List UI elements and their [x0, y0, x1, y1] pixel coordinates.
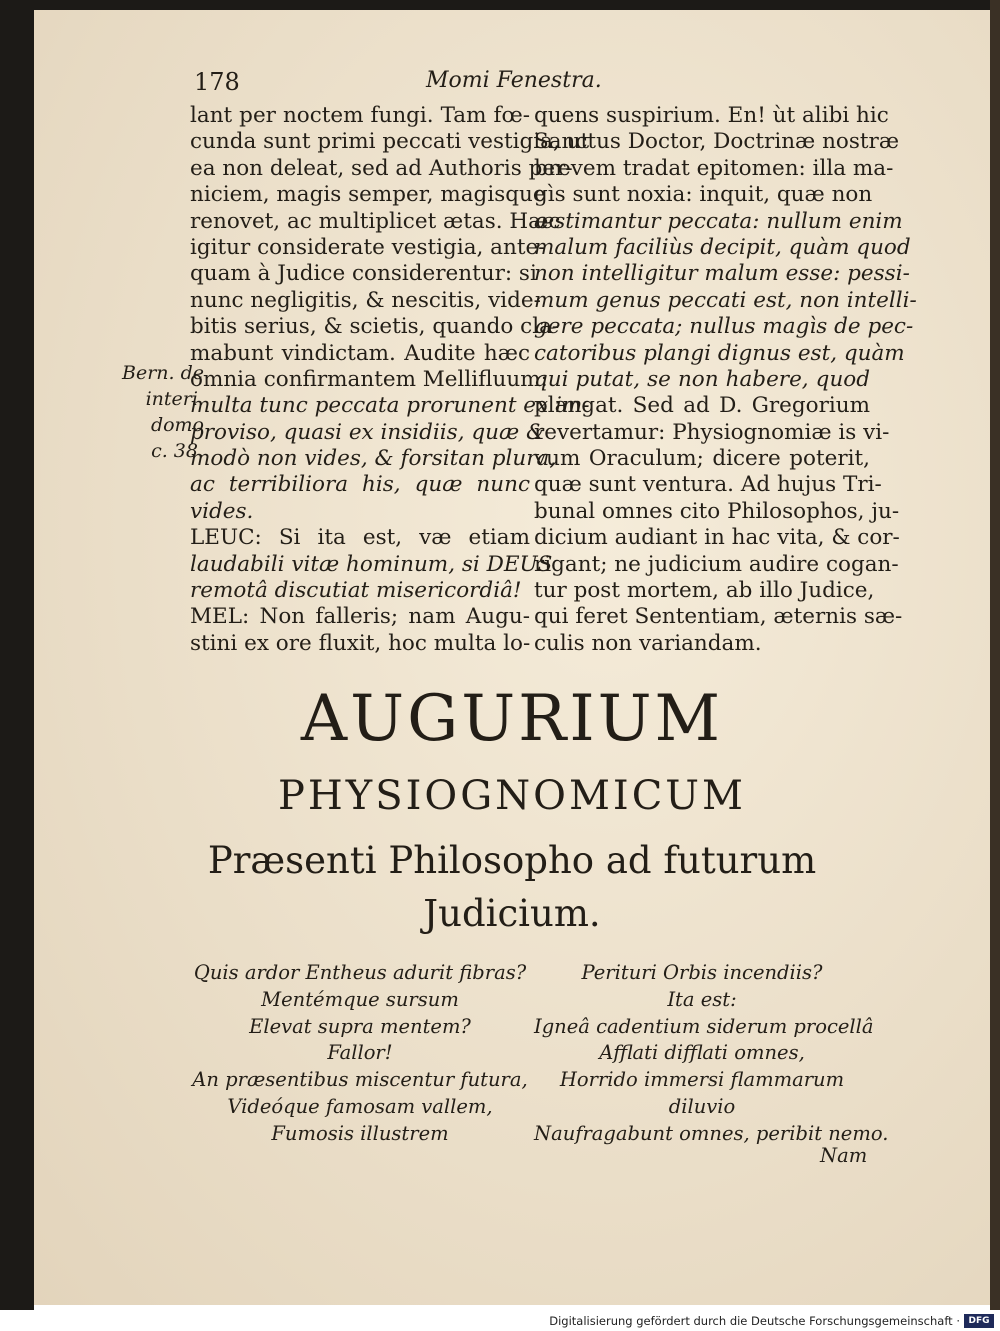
catchword: Nam	[820, 1144, 868, 1167]
text-line: modò non vides, & forsitan plura,	[190, 446, 557, 472]
poem-line: Igneâ cadentium siderum procellâ	[534, 1014, 874, 1038]
dfg-logo: DFG	[964, 1314, 994, 1328]
poem-line: Fallor!	[327, 1041, 393, 1065]
text-line: gere peccata; nullus magìs de pec-	[534, 314, 914, 340]
text-line: gìs sunt noxia: inquit, quæ non	[534, 182, 873, 208]
poem-line: Naufragabunt omnes, peribit nemo.	[534, 1121, 889, 1145]
poem-line: Videóque famosam vallem,	[227, 1094, 493, 1118]
right-text-column	[534, 103, 917, 657]
text-line: omnia confirmantem Mellifluum:	[190, 366, 548, 392]
marginal-note-line: Bern. de	[121, 362, 204, 384]
text-line: tur post mortem, ab illo Judice,	[534, 578, 875, 604]
text-line: æstimantur peccata: nullum enim	[534, 208, 903, 234]
text-line: ac terribiliora his, quæ nunc	[190, 472, 530, 498]
text-line: mum genus peccati est, non intelli-	[534, 287, 917, 313]
text-line: MEL: Non falleris; nam Augu-	[190, 604, 530, 630]
text-line: qui feret Sententiam, æternis sæ-	[534, 604, 903, 630]
text-line: qui putat, se non habere, quod	[534, 366, 870, 392]
text-line: rigant; ne judicium audire cogan-	[534, 551, 899, 577]
marginal-note	[114, 360, 204, 464]
poem-line: Mentémque sursum	[261, 987, 459, 1011]
section-subtitle-line: Judicium.	[423, 892, 601, 935]
text-line: malum faciliùs decipit, quàm quod	[534, 234, 911, 260]
text-line: revertamur: Physiognomiæ is vi-	[534, 419, 890, 445]
text-line: catoribus plangi dignus est, quàm	[534, 340, 905, 366]
text-line: stini ex ore fluxit, hoc multa lo-	[190, 630, 531, 656]
text-line: quam à Judice considerentur: si	[190, 261, 537, 287]
book-binding-edge	[0, 0, 34, 1310]
text-line: ea non deleat, sed ad Authoris per-	[190, 155, 573, 181]
text-line: remotâ discutiat misericordiâ!	[190, 578, 522, 604]
poem-line: Horrido immersi flammarum	[559, 1068, 845, 1092]
text-line: quens suspirium. En! ùt alibi hic	[534, 103, 889, 128]
text-line: lant per noctem fungi. Tam fœ-	[190, 103, 530, 128]
text-line: non intelligitur malum esse: pessi-	[534, 261, 910, 287]
text-line: vum Oraculum; dicere poterit,	[534, 446, 870, 472]
text-line: quæ sunt ventura. Ad hujus Tri-	[534, 472, 882, 498]
text-line: culis non variandam.	[534, 630, 762, 656]
text-line: niciem, magis semper, magisque	[190, 182, 546, 208]
poem-line: Perituri Orbis incendiis?	[581, 961, 823, 984]
running-title: Momi Fenestra.	[426, 68, 602, 93]
poem-right-column	[534, 960, 889, 1148]
text-line: nunc negligitis, & nescitis, vide-	[190, 287, 541, 313]
left-text-column	[190, 103, 590, 657]
text-line: proviso, quasi ex insidiis, quæ &	[190, 419, 546, 445]
poem-line: An præsentibus miscentur futura,	[192, 1068, 528, 1092]
text-line: laudabili vitæ hominum, si DEUS	[190, 551, 553, 577]
footer-credit: Digitalisierung gefördert durch die Deutsche Forschungsgemeinschaft ·	[549, 1314, 960, 1328]
marginal-note-line: c. 38.	[151, 440, 204, 462]
text-line: multa tunc peccata prorunent ex im-	[190, 393, 590, 419]
text-line: dicium audiant in hac vita, & cor-	[534, 525, 900, 551]
text-line: brevem tradat epitomen: illa ma-	[534, 155, 894, 181]
poem-left-column	[190, 960, 530, 1148]
marginal-note-line: interi.	[145, 388, 204, 410]
book-right-edge	[990, 0, 1000, 1310]
text-line: plangat. Sed ad D. Gregorium	[534, 393, 870, 419]
text-line: bitis serius, & scietis, quando cla-	[190, 314, 560, 340]
page-number: 178	[194, 68, 240, 96]
poem-line: Fumosis illustrem	[271, 1121, 449, 1145]
text-line: mabunt vindictam. Audite hæc	[190, 340, 530, 366]
poem-line: diluvio	[668, 1094, 736, 1118]
poem-line: Elevat supra mentem?	[249, 1014, 471, 1038]
footer-bar	[0, 1310, 1000, 1331]
book-page	[34, 10, 990, 1305]
section-subheading: PHYSIOGNOMICUM	[278, 773, 746, 819]
poem-line: Ita est:	[667, 987, 737, 1011]
poem-line: Quis ardor Entheus adurit fibras?	[193, 961, 527, 984]
text-line: Sanctus Doctor, Doctrinæ nostræ	[534, 129, 900, 155]
text-line: LEUC: Si ita est, væ etiam	[190, 525, 530, 551]
text-line: bunal omnes cito Philosophos, ju-	[534, 498, 900, 524]
text-line: vides.	[190, 498, 254, 524]
text-line: igitur considerate vestigia, ante-	[190, 234, 546, 260]
marginal-note-line: domo	[150, 414, 204, 436]
section-subtitle-line: Præsenti Philosopho ad futurum	[207, 839, 817, 882]
text-line: cunda sunt primi peccati vestigia, ut	[190, 129, 590, 155]
text-line: renovet, ac multiplicet ætas. Hæc	[190, 208, 561, 234]
poem-line: Afflati difflati omnes,	[599, 1041, 805, 1065]
section-heading: AUGURIUM	[300, 682, 724, 756]
